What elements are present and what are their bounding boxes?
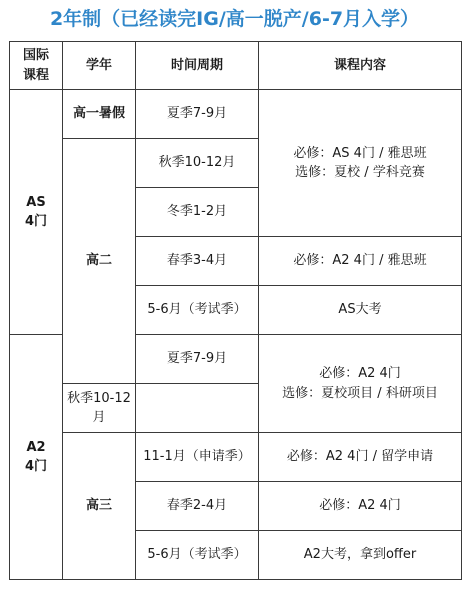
- header-col1-line2: 课程: [22, 67, 49, 83]
- content-cell: A2大考，拿到offer: [259, 531, 462, 580]
- school-year-g2: 高二: [63, 139, 136, 384]
- course-group-as: [10, 90, 63, 335]
- content-block1-elective: 选修：夏校 / 学科竞赛: [295, 165, 425, 180]
- school-year-g1-summer: 高一暑假: [63, 90, 136, 139]
- table-row: [10, 433, 462, 482]
- school-year-g3: 高三: [63, 433, 136, 580]
- period-cell: 冬季1-2月: [136, 188, 259, 237]
- period-cell: 春季2-4月: [136, 482, 259, 531]
- period-cell: 春季3-4月: [136, 237, 259, 286]
- content-block-2: [259, 335, 462, 433]
- period-cell: 11-1月（申请季）: [136, 433, 259, 482]
- table-header-row: [10, 42, 462, 90]
- course-group-a2-count: 4门: [24, 459, 48, 474]
- course-group-a2: [10, 335, 63, 580]
- header-international-course: [10, 42, 63, 90]
- course-group-a2-name: A2: [26, 439, 46, 455]
- page-title: 2年制（已经读完IG/高一脱产/6-7月入学）: [49, 8, 420, 30]
- period-cell: 夏季7-9月: [136, 335, 259, 384]
- period-cell: 秋季10-12月: [63, 384, 136, 433]
- period-cell: 夏季7-9月: [136, 90, 259, 139]
- content-cell: AS大考: [259, 286, 462, 335]
- header-col1-line1: 国际: [22, 48, 49, 63]
- header-time-period: 时间周期: [136, 42, 259, 90]
- period-cell: 5-6月（考试季）: [136, 531, 259, 580]
- content-block2-elective: 选修：夏校项目 / 科研项目: [282, 385, 438, 401]
- content-cell: 必修：A2 4门 / 留学申请: [259, 433, 462, 482]
- content-block2-required: 必修：A2 4门: [319, 366, 401, 381]
- content-cell: 必修：A2 4门: [259, 482, 462, 531]
- period-cell: 5-6月（考试季）: [136, 286, 259, 335]
- course-group-as-name: AS: [26, 194, 46, 210]
- header-school-year: 学年: [63, 42, 136, 90]
- content-block1-required: 必修：AS 4门 / 雅思班: [293, 145, 427, 161]
- content-cell: 必修：A2 4门 / 雅思班: [259, 237, 462, 286]
- course-plan-table: [9, 41, 462, 580]
- course-group-as-count: 4门: [24, 214, 48, 229]
- table-row: [10, 90, 462, 139]
- content-block-1: [259, 90, 462, 237]
- header-course-content: 课程内容: [259, 42, 462, 90]
- period-cell: 秋季10-12月: [136, 139, 259, 188]
